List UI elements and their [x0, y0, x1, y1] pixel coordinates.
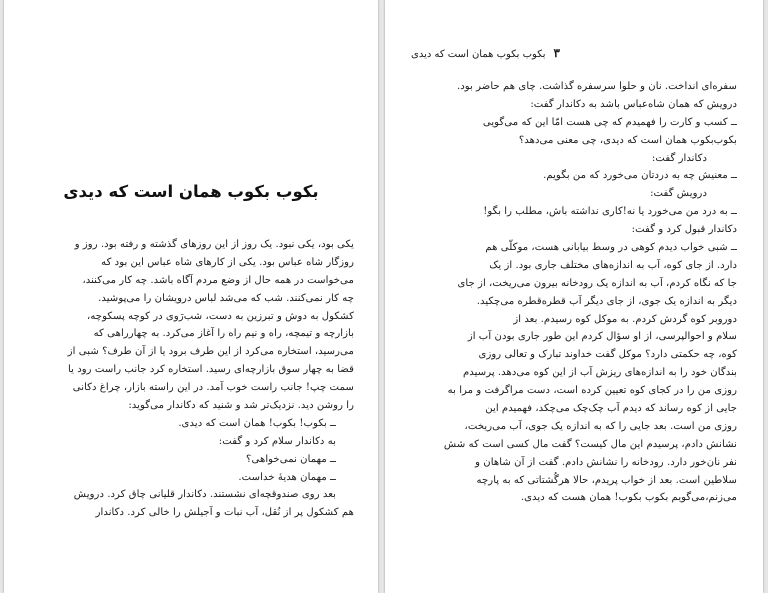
- text-line: می‌زنم،می‌گویم بکوب بکوب! همان هست که دیدی.: [520, 492, 737, 504]
- text-line: دارد. از جای کوه، آب به اندازه‌های مختلف جاری بود. از یک: [489, 259, 737, 271]
- text-line: چه کار نمی‌کنند. شب که می‌شد لباس درویشان را می‌پوشید.: [98, 292, 354, 304]
- text-line: دکاندار گفت:: [651, 152, 707, 164]
- text-line: دکاندار قبول کرد و گفت:: [631, 224, 737, 236]
- page-number: ۳: [553, 46, 560, 60]
- text-line: ــ مهمان هدیهٔ خداست.: [238, 471, 336, 483]
- text-line: درویش که همان شاه‌عباس باشد به دکاندار گفت:: [530, 98, 737, 110]
- text-line: قضا به چهار سوق بازارچه‌ای رسید. استخاره کرد جانب راست رود یا: [68, 364, 354, 376]
- text-line: ــ بکوب! بکوب! همان است که دیدی.: [178, 417, 336, 429]
- text-line: درویش گفت:: [650, 188, 707, 200]
- text-line: می‌رسید، استخاره می‌کرد از این طرف برود یا از آن طرف؟ شبی از: [67, 346, 354, 358]
- text-line: بازارچه و تیمچه، راه و نیم راه را آغاز می‌کرد. به چهارراهی که: [93, 328, 354, 340]
- text-line: سفره‌ای انداخت. نان و حلوا سرسفره گذاشت. چای هم حاضر بود.: [456, 81, 737, 92]
- text-line: ــ شبی خواب دیدم کوهی در وسط بیابانی هست، موکلّی هم: [485, 242, 737, 254]
- text-line: کشکول به دوش و تبرزین به دست، شب‌رَوی در کوچه پسکوچه،: [87, 310, 354, 322]
- text-line: ــ کسب و کارت را فهمیدم که چی هست امّا این که می‌گویی: [482, 116, 737, 128]
- text-line: بعد روی صندوقچه‌ای نشستند. دکاندار قلیانی چاق کرد. درویش: [73, 489, 336, 501]
- text-line: دیگر به اندازه یک جوی، از جای دیگر آب قطره‌قطره می‌چکید.: [476, 295, 737, 307]
- text-line: روزی من است. بعد جایی را که به اندازه یک جوی، آب می‌ریخت،: [464, 420, 737, 432]
- running-header: [411, 46, 723, 60]
- text-line: روزگار شاه عباس بود. یکی از کارهای شاه عباس این بود که: [101, 256, 354, 268]
- text-line: ــ به درد من می‌خورد یا نه!کاری نداشته باش، مطلب را بگو!: [483, 206, 737, 218]
- text-line: ــ مهمان نمی‌خواهی؟: [246, 453, 336, 465]
- text-line: جا که نگاه کردم، آب به اندازه یک رودخانه بیرون می‌ریخت، از جای: [457, 277, 737, 289]
- text-line: ــ معنیش چه به دردتان می‌خورد که من بگویم.: [543, 170, 737, 182]
- chapter-title: بکوب بکوب همان است که دیدی: [63, 182, 319, 201]
- text-line: هم کشکول پر از نُقل، آب نبات و آجیلش را خالی کرد. دکاندار: [95, 507, 354, 519]
- text-line: به دکاندار سلام کرد و گفت:: [218, 435, 336, 447]
- text-line: دوروبر کوه گردش کردم. به موکل کوه رسیدم. بعد از: [513, 313, 737, 325]
- text-line: سلام و احوالپرسی، از او سؤال کردم این طور جاری بودن آب از: [467, 331, 737, 343]
- text-line: یکی بود، یکی نبود. یک روز از این روزهای گذشته و رفته بود. روز و: [74, 239, 354, 250]
- text-line: سلاطین است. بعد از خواب پریدم، حالا هرگُشتاتی که به پارچه: [476, 474, 737, 486]
- text-line: می‌خواست در همه حال از وضع مردم آگاه باشد. چه کار می‌کنند،: [82, 274, 354, 286]
- left-page-body: [39, 236, 354, 522]
- text-line: بندگان خود را به اندازه‌های ریزش آب از این کوه می‌دهد. پرسیدم: [462, 367, 737, 379]
- text-line: سمت چپ! جانب راست خوب آمد. در این راسته بازار، چراغ دکانی: [72, 382, 354, 394]
- right-page: [385, 0, 763, 593]
- text-line: نفر نان‌خور دارد. رودخانه را نشانش دادم. گفت از آن شاهان و: [475, 456, 737, 468]
- text-line: نشانش دادم، پرسیدم این مال کیست؟ گفت مال کسی است که شش: [443, 438, 737, 450]
- text-line: جایی از کوه رساند که دیدم آب چک‌چک می‌چکد، فهمیدم این: [485, 403, 737, 415]
- text-line: کوه، چه حکمتی دارد؟ موکل گفت خداوند تبارک و تعالی روزی: [478, 349, 737, 361]
- left-page: [4, 0, 378, 593]
- right-page-body: [411, 78, 737, 507]
- text-line: را روشن دید. نزدیک‌تر شد و شنید که دکاندار می‌گوید:: [128, 400, 354, 412]
- text-line: روزی من را در کجای کوه تعیین کرده است، دست مراگرفت و مرا به: [447, 385, 737, 397]
- running-header-title: بکوب بکوب همان است که دیدی: [411, 49, 546, 60]
- text-line: بکوب‌بکوب همان است که دیدی، چی معنی می‌دهد؟: [518, 134, 737, 146]
